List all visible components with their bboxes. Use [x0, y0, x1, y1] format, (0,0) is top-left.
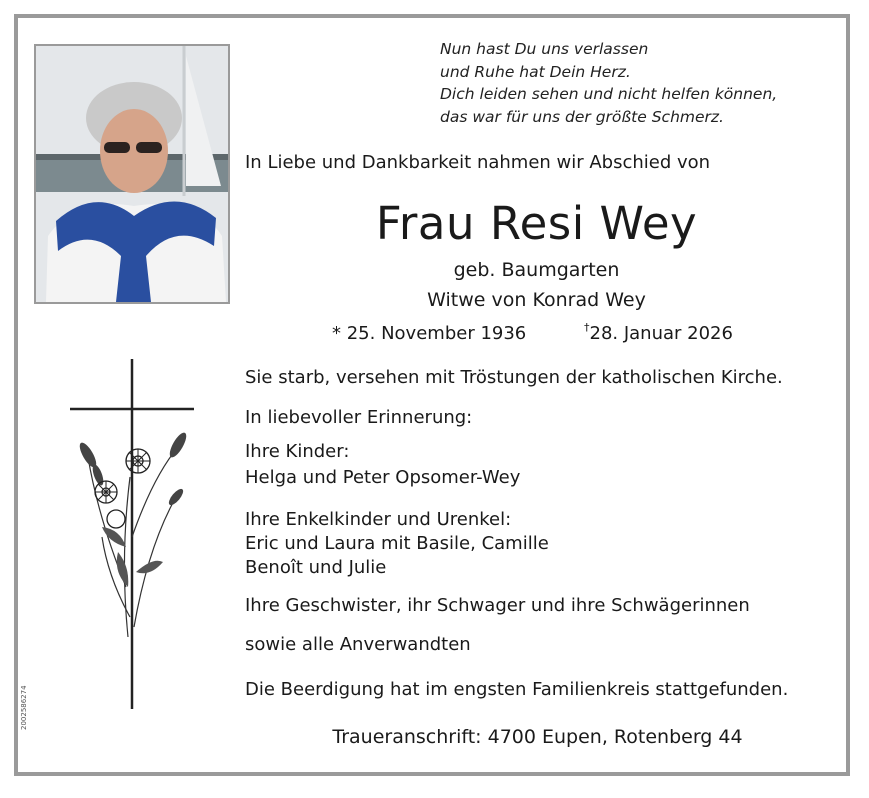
mourning-address: Traueranschrift: 4700 Eupen, Rotenberg 44	[332, 726, 743, 748]
poem-line: das war für uns der größte Schmerz.	[440, 107, 724, 126]
grandchildren-heading: Ihre Enkelkinder und Urenkel:	[245, 509, 512, 530]
birth-date-text: 25. November 1936	[346, 323, 527, 344]
relatives-text: sowie alle Anverwandten	[245, 634, 471, 655]
intro-text: In Liebe und Dankbarkeit nahmen wir Abschied von	[245, 152, 711, 173]
memory-intro: In liebevoller Erinnerung:	[245, 407, 473, 428]
cross-with-cornflowers-icon	[58, 357, 208, 721]
death-date-text: 28. Januar 2026	[589, 323, 733, 344]
death-symbol: †	[584, 321, 590, 334]
poem	[440, 38, 777, 128]
poem-line: Nun hast Du uns verlassen	[440, 40, 649, 58]
grandchildren-line-2: Benoît und Julie	[245, 557, 387, 578]
poem-line: und Ruhe hat Dein Herz.	[440, 62, 631, 81]
death-date	[584, 323, 733, 344]
funeral-text: Die Beerdigung hat im engsten Familienkreis stattgefunden.	[245, 679, 789, 700]
birth-date	[332, 323, 526, 344]
grandchildren-line-1: Eric und Laura mit Basile, Camille	[245, 533, 549, 554]
widow-of: Witwe von Konrad Wey	[427, 289, 646, 311]
birth-symbol: *	[332, 323, 341, 344]
poem-line: Dich leiden sehen und nicht helfen können,	[440, 85, 778, 103]
sacraments-text: Sie starb, versehen mit Tröstungen der katholischen Kirche.	[245, 367, 783, 388]
birth-name: geb. Baumgarten	[453, 259, 620, 281]
children-names: Helga und Peter Opsomer-Wey	[245, 467, 521, 488]
portrait-photo	[34, 44, 230, 304]
children-heading: Ihre Kinder:	[245, 441, 350, 462]
ad-reference-code: 2002586274	[20, 685, 28, 730]
siblings-text: Ihre Geschwister, ihr Schwager und ihre Schwägerinnen	[245, 595, 750, 616]
deceased-name: Frau Resi Wey	[375, 197, 698, 250]
